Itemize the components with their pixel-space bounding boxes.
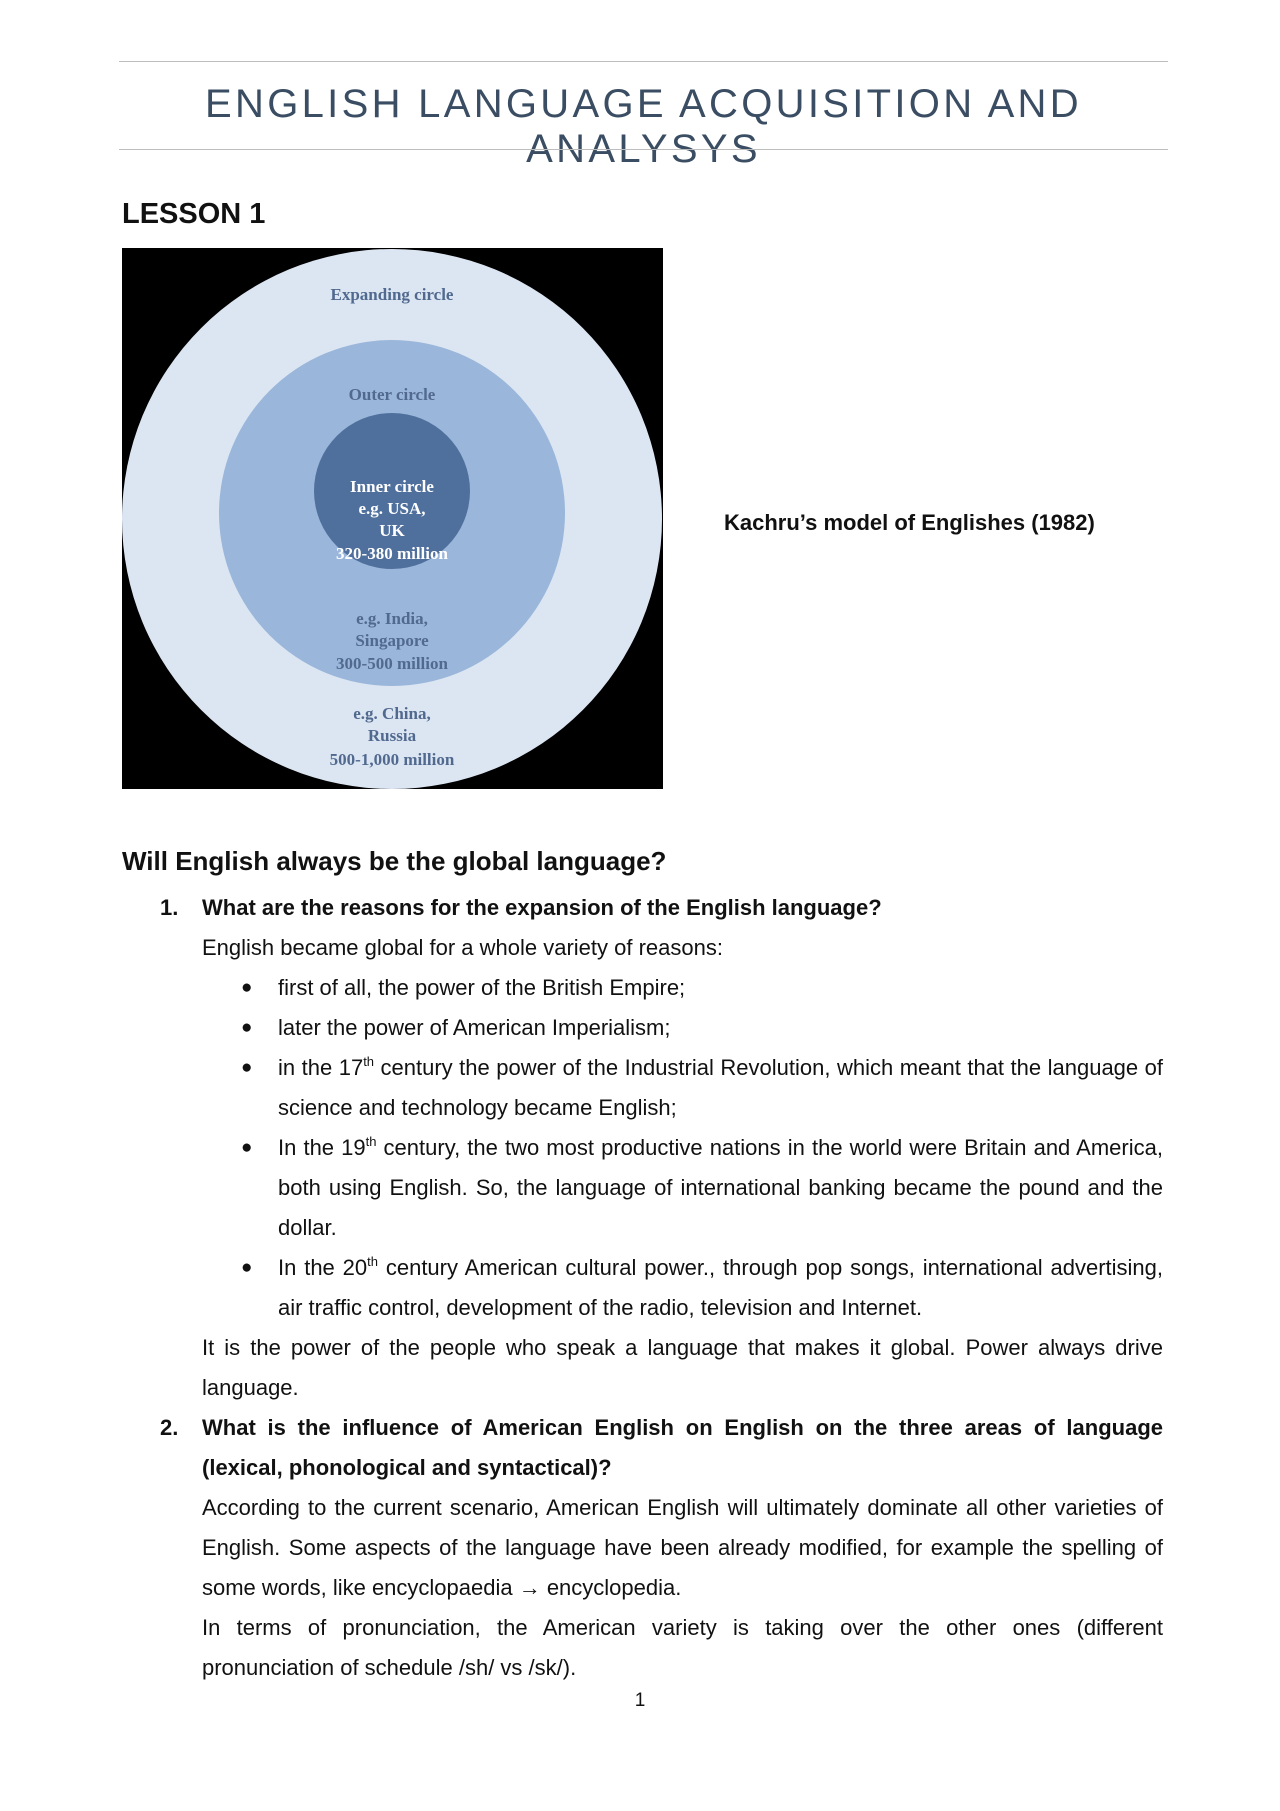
expanding-circle-label: Expanding circle bbox=[330, 285, 454, 304]
list-item-text-end: century the power of the Industrial Revolution, which meant that the language of science and technology became English; bbox=[278, 1055, 1164, 1120]
question-2-paragraph-2: In terms of pronunciation, the American variety is taking over the other ones (different pronunciation of schedule /sh/ vs /sk/). bbox=[202, 1615, 1163, 1680]
ordinal-suffix: th bbox=[367, 1254, 378, 1269]
bullet-icon: ● bbox=[241, 977, 253, 998]
list-item-text-start: In the 19 bbox=[278, 1135, 366, 1160]
inner-circle-label: Inner circle bbox=[350, 477, 434, 496]
question-1 bbox=[160, 888, 1163, 928]
list-item bbox=[241, 1248, 1163, 1328]
document-title: ENGLISH LANGUAGE ACQUISITION AND ANALYSYS bbox=[205, 82, 1082, 171]
list-item-text-start: In the 20 bbox=[278, 1255, 368, 1280]
bullet-icon: ● bbox=[241, 1257, 253, 1278]
bullet-icon: ● bbox=[241, 1137, 253, 1158]
question-1-intro: English became global for a whole variety of reasons: bbox=[202, 935, 723, 960]
outer-circle-label: Outer circle bbox=[348, 385, 436, 404]
bullet-icon: ● bbox=[241, 1057, 253, 1078]
outer-circle-examples-1: e.g. India, bbox=[356, 609, 428, 628]
list-item bbox=[241, 1128, 1163, 1248]
kachru-circles-figure bbox=[122, 248, 663, 789]
reasons-list bbox=[160, 968, 1163, 1328]
ordinal-suffix: th bbox=[363, 1054, 375, 1069]
expanding-circle-examples-2: Russia bbox=[367, 726, 417, 745]
list-item-text: first of all, the power of the British Empire; bbox=[278, 975, 686, 1000]
list-item bbox=[241, 1008, 1163, 1048]
concentric-circles-diagram bbox=[122, 248, 663, 789]
list-item bbox=[241, 968, 1163, 1008]
question-2 bbox=[160, 1408, 1163, 1488]
list-item-text-end: century, the two most productive nations in the world were Britain and America, both using English. So, the language of international banking became the pound and the dollar. bbox=[278, 1135, 1163, 1240]
expanding-circle-population: 500-1,000 million bbox=[329, 750, 455, 769]
outer-circle-examples-2: Singapore bbox=[355, 631, 429, 650]
list-item-text-end: century American cultural power., through pop songs, international advertising, air traffic control, development of the radio, television and Internet. bbox=[278, 1255, 1163, 1320]
bullet-icon: ● bbox=[241, 1017, 253, 1038]
question-2-text: What is the influence of American English on English on the three areas of language (lexical, phonological and syntactical)? bbox=[202, 1415, 1163, 1480]
question-1-number: 1. bbox=[160, 895, 179, 920]
inner-circle-examples-2: UK bbox=[379, 521, 405, 540]
outer-circle-population: 300-500 million bbox=[336, 654, 448, 673]
question-1-conclusion: It is the power of the people who speak a language that makes it global. Power always drive language. bbox=[202, 1335, 1163, 1400]
list-item-text-start: in the 17 bbox=[278, 1055, 364, 1080]
header-bottom-rule bbox=[119, 149, 1168, 150]
header-top-rule bbox=[119, 61, 1168, 62]
inner-circle-examples-1: e.g. USA, bbox=[358, 499, 426, 518]
inner-circle-population: 320-380 million bbox=[336, 544, 448, 563]
section-body bbox=[160, 888, 1163, 1688]
section-heading: Will English always be the global language? bbox=[122, 846, 667, 876]
question-2-paragraph-1: According to the current scenario, American English will ultimately dominate all other varieties of English. Some aspects of the language have been already modified, for example the spelling of some words, like encyclopaedia → encyclopedia. bbox=[202, 1495, 1163, 1600]
expanding-circle-examples-1: e.g. China, bbox=[353, 704, 431, 723]
ordinal-suffix: th bbox=[365, 1134, 377, 1149]
question-2-number: 2. bbox=[160, 1415, 179, 1440]
list-item bbox=[241, 1048, 1164, 1128]
figure-caption: Kachru’s model of Englishes (1982) bbox=[724, 510, 1095, 535]
page-number: 1 bbox=[634, 1690, 646, 1711]
lesson-title: LESSON 1 bbox=[122, 198, 266, 230]
list-item-text: later the power of American Imperialism; bbox=[278, 1015, 671, 1040]
question-1-text: What are the reasons for the expansion of the English language? bbox=[202, 895, 882, 920]
